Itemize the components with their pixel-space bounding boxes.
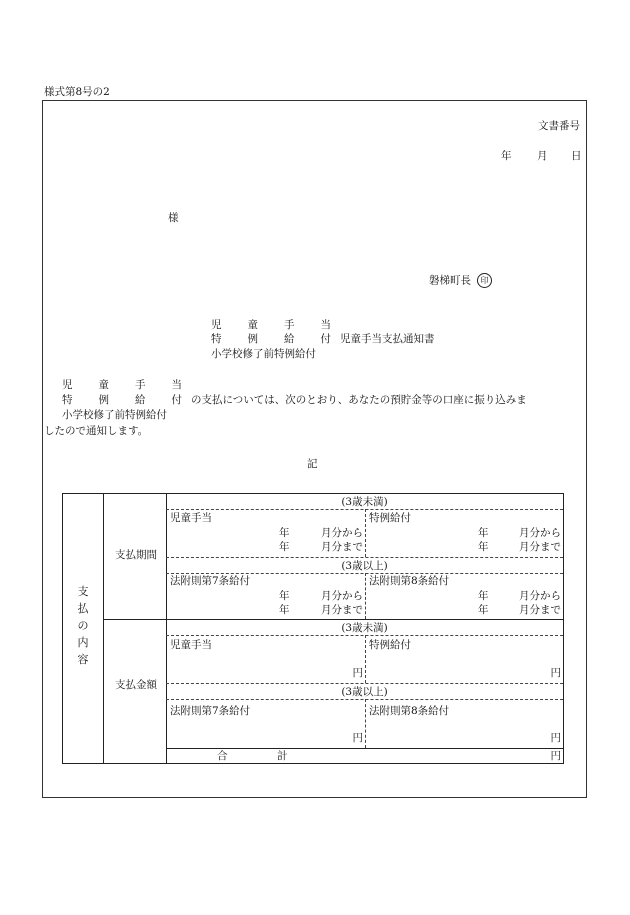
period-under3-header: (3歳未満)	[341, 496, 388, 508]
official-seal: 印	[477, 273, 492, 288]
body-line-special-benefit: 特 例 給 付	[62, 394, 182, 406]
amount-under3-header: (3歳未満)	[341, 622, 388, 634]
amount-article7: 法附則第7条給付	[170, 705, 251, 717]
period-over3-header: (3歳以上)	[341, 560, 388, 572]
title-line-special-benefit: 特 例 給 付	[211, 333, 331, 345]
amount-special-benefit: 特例給付	[369, 639, 411, 651]
period-article8: 法附則第8条給付	[369, 575, 450, 587]
form-number: 様式第8号の2	[44, 86, 110, 98]
date-year: 年	[501, 150, 512, 162]
body-line-pre-primary: 小学校修了前特例給付	[62, 409, 167, 421]
amount-over3-header: (3歳以上)	[341, 686, 388, 698]
dash-col-b	[365, 573, 366, 619]
period-child-allowance: 児童手当	[170, 512, 212, 524]
body-line-child-allowance: 児 童 手 当	[62, 379, 182, 391]
amount-child-allowance-yen: 円	[352, 667, 363, 679]
total-label-char-2: 計	[277, 750, 288, 762]
issuer-name: 磐梯町長	[429, 274, 471, 287]
payment-period-label: 支払期間	[115, 549, 157, 561]
title-suffix: 児童手当支払通知書	[340, 333, 435, 345]
total-yen: 円	[550, 750, 561, 762]
body-text-line1: の支払については、次のとおり、あなたの預貯金等の口座に振り込みま	[191, 394, 527, 406]
ki-heading: 記	[307, 458, 318, 470]
date-month: 月	[537, 150, 548, 162]
amount-article8: 法附則第8条給付	[369, 705, 450, 717]
amount-special-benefit-yen: 円	[550, 667, 561, 679]
period-article7: 法附則第7条給付	[170, 575, 251, 587]
total-label-char-1: 合	[217, 750, 228, 762]
amount-article7-yen: 円	[352, 732, 363, 744]
addressee-suffix: 様	[168, 212, 179, 224]
dash-col-c	[365, 635, 366, 683]
dash-row-5	[166, 683, 563, 684]
dash-col-a	[365, 509, 366, 557]
dash-row-2	[166, 557, 563, 558]
title-line-child-allowance: 児 童 手 当	[211, 319, 331, 331]
payment-amount-label: 支払金額	[115, 679, 157, 691]
section-label-vertical: 支 払 の 内 容	[77, 585, 89, 666]
row-divider-period-amount	[103, 619, 563, 620]
period-special-benefit: 特例給付	[369, 512, 411, 524]
amount-child-allowance: 児童手当	[170, 639, 212, 651]
document-number-label: 文書番号	[538, 120, 580, 132]
date-day: 日	[571, 150, 582, 162]
body-text-line2: したので通知します。	[44, 425, 149, 437]
title-line-pre-primary: 小学校修了前特例給付	[211, 348, 316, 360]
col-divider-1	[103, 494, 104, 763]
amount-article8-yen: 円	[550, 732, 561, 744]
issuer	[429, 273, 492, 288]
dash-col-d	[365, 699, 366, 748]
payment-details-table: 支 払 の 内 容 支払期間 支払金額 (3歳未満) 児童手当 特例給付 年 月分から 年 月分まで 年 月分から 年 月分まで (3歳以上) 法附則第7条給付 法附則第8条給付 年 月分から 年 月分まで 年 月分から 年 月分まで (3歳未満) 児童手当 特例給付 円 円 (3歳以上) 法附則第7条給付 法附則第8条給付 円 円 合 計 円	[62, 493, 564, 764]
row-divider-total	[166, 748, 563, 749]
